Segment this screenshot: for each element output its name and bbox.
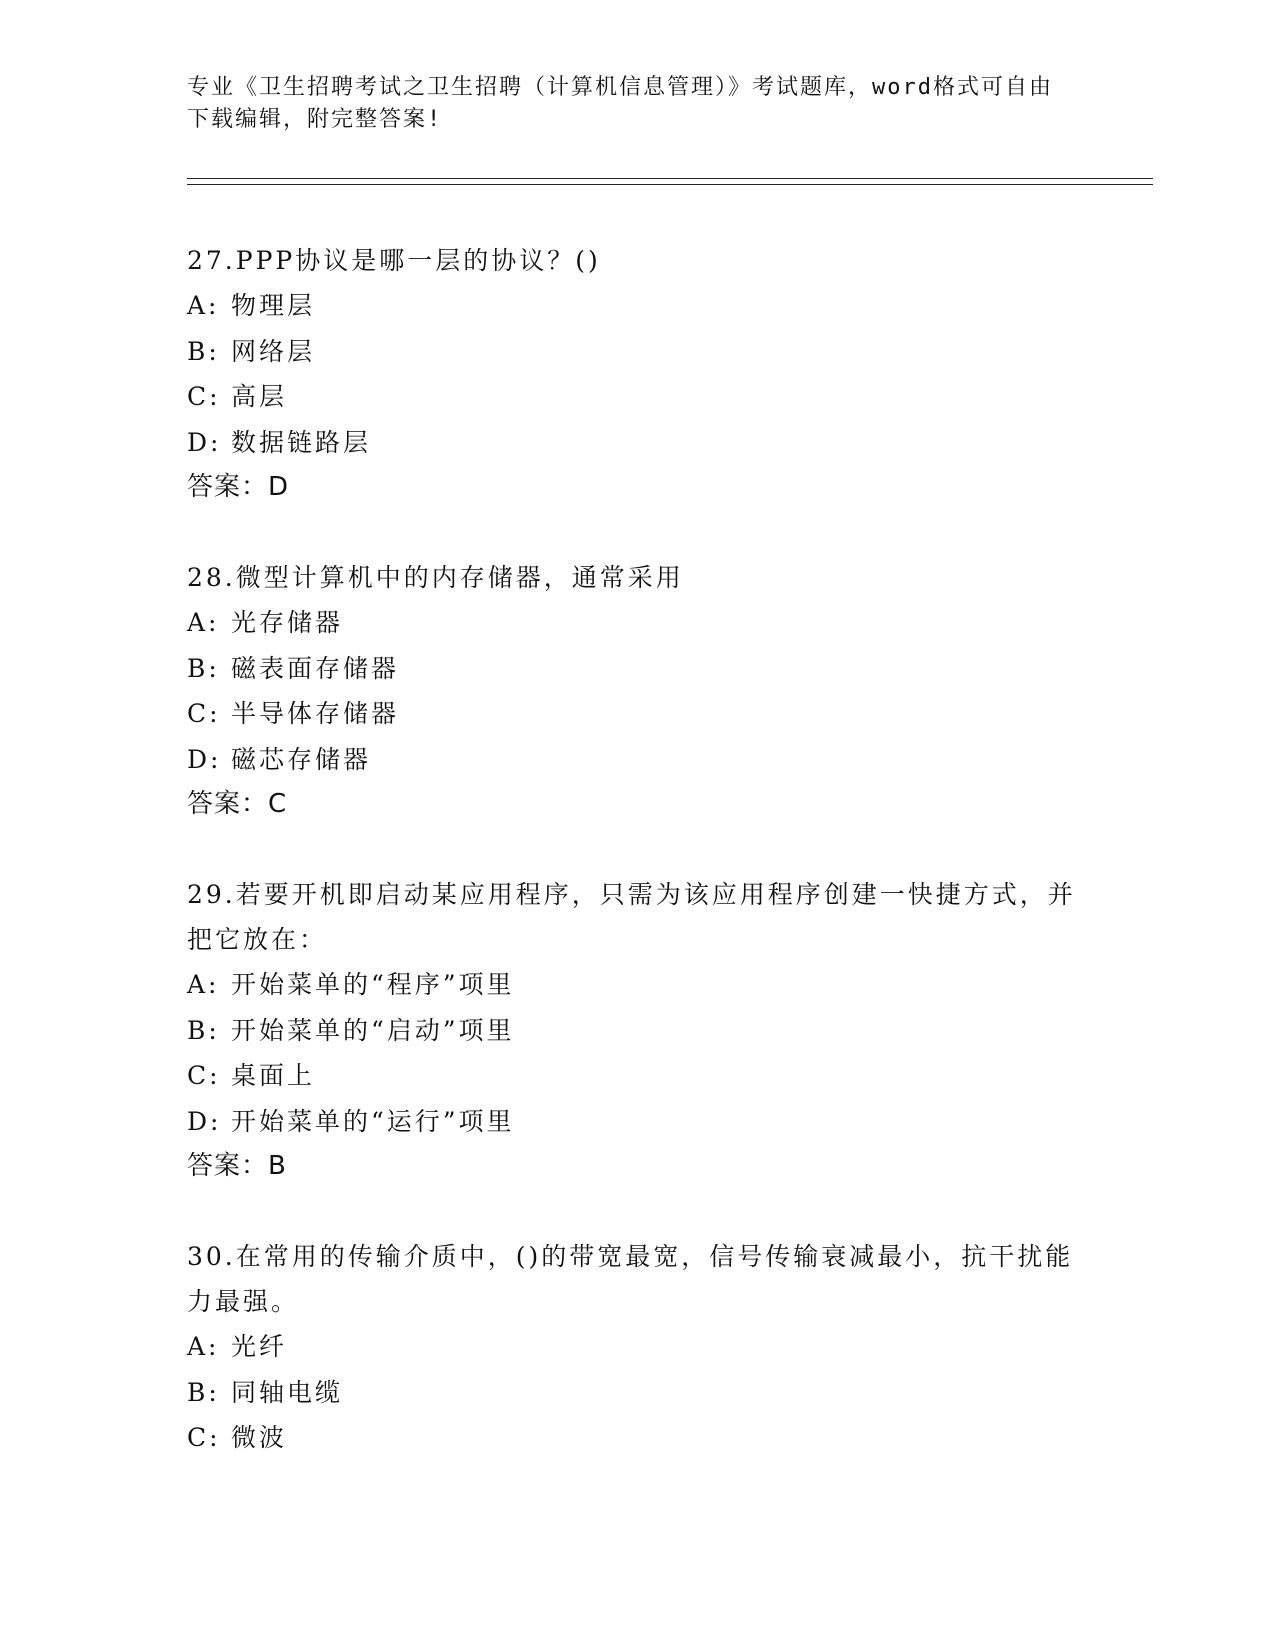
question-29	[187, 872, 1087, 1189]
option-c	[187, 1053, 1087, 1099]
option-letter: D:	[187, 744, 222, 774]
option-b	[187, 1370, 1087, 1416]
option-letter: B:	[187, 336, 220, 366]
option-letter: C:	[187, 1061, 221, 1090]
option-letter: A:	[187, 970, 220, 999]
option-text: 高层	[231, 382, 288, 411]
option-letter: A:	[187, 608, 220, 637]
question-27	[187, 238, 1087, 510]
option-letter: B:	[187, 653, 220, 683]
answer-line: 答案：C	[187, 789, 288, 819]
option-a	[187, 283, 1087, 329]
option-letter: C:	[187, 699, 221, 728]
question-title: 29.若要开机即启动某应用程序，只需为该应用程序创建一快捷方式，并把它放在：	[187, 880, 1076, 954]
option-letter: C:	[187, 382, 221, 411]
option-letter: D:	[187, 1106, 222, 1136]
option-b	[187, 1008, 1087, 1054]
question-title: 30.在常用的传输介质中，()的带宽最宽，信号传输衰减最小，抗干扰能力最强。	[187, 1242, 1074, 1316]
question-28	[187, 555, 1087, 827]
option-letter: B:	[187, 1377, 220, 1407]
option-a	[187, 1324, 1087, 1370]
option-b	[187, 646, 1087, 692]
header-divider-bottom	[187, 184, 1153, 185]
option-text: 同轴电缆	[231, 1377, 344, 1407]
question-title: 28.微型计算机中的内存储器，通常采用	[187, 563, 684, 592]
option-d	[187, 737, 1087, 783]
option-letter: A:	[187, 1332, 220, 1361]
option-text: 开始菜单的“运行”项里	[231, 1106, 515, 1136]
question-title: 27.PPP协议是哪一层的协议？()	[187, 246, 601, 275]
header-divider-top	[187, 178, 1153, 179]
answer-line: 答案：D	[187, 472, 290, 502]
option-letter: C:	[187, 1423, 221, 1452]
option-text: 微波	[231, 1423, 288, 1452]
option-c	[187, 374, 1087, 420]
option-a	[187, 962, 1087, 1008]
option-letter: D:	[187, 427, 222, 457]
option-d	[187, 420, 1087, 466]
document-header: 专业《卫生招聘考试之卫生招聘（计算机信息管理）》考试题库，word格式可自由下载编辑，附完整答案!	[187, 75, 1053, 132]
option-c	[187, 691, 1087, 737]
option-text: 磁芯存储器	[231, 744, 372, 774]
option-text: 磁表面存储器	[231, 653, 400, 683]
question-30	[187, 1234, 1087, 1461]
option-c	[187, 1415, 1087, 1461]
option-text: 桌面上	[231, 1061, 316, 1090]
option-text: 开始菜单的“启动”项里	[231, 1015, 515, 1045]
option-text: 开始菜单的“程序”项里	[231, 970, 515, 999]
option-text: 半导体存储器	[231, 699, 400, 728]
answer-line: 答案：B	[187, 1151, 287, 1181]
option-letter: B:	[187, 1015, 220, 1045]
question-list	[187, 238, 1087, 1506]
option-a	[187, 600, 1087, 646]
option-d	[187, 1099, 1087, 1145]
option-text: 光纤	[231, 1332, 288, 1361]
option-text: 网络层	[231, 336, 316, 366]
option-text: 物理层	[231, 291, 316, 320]
option-letter: A:	[187, 291, 220, 320]
option-text: 数据链路层	[231, 427, 372, 457]
option-b	[187, 329, 1087, 375]
option-text: 光存储器	[231, 608, 344, 637]
